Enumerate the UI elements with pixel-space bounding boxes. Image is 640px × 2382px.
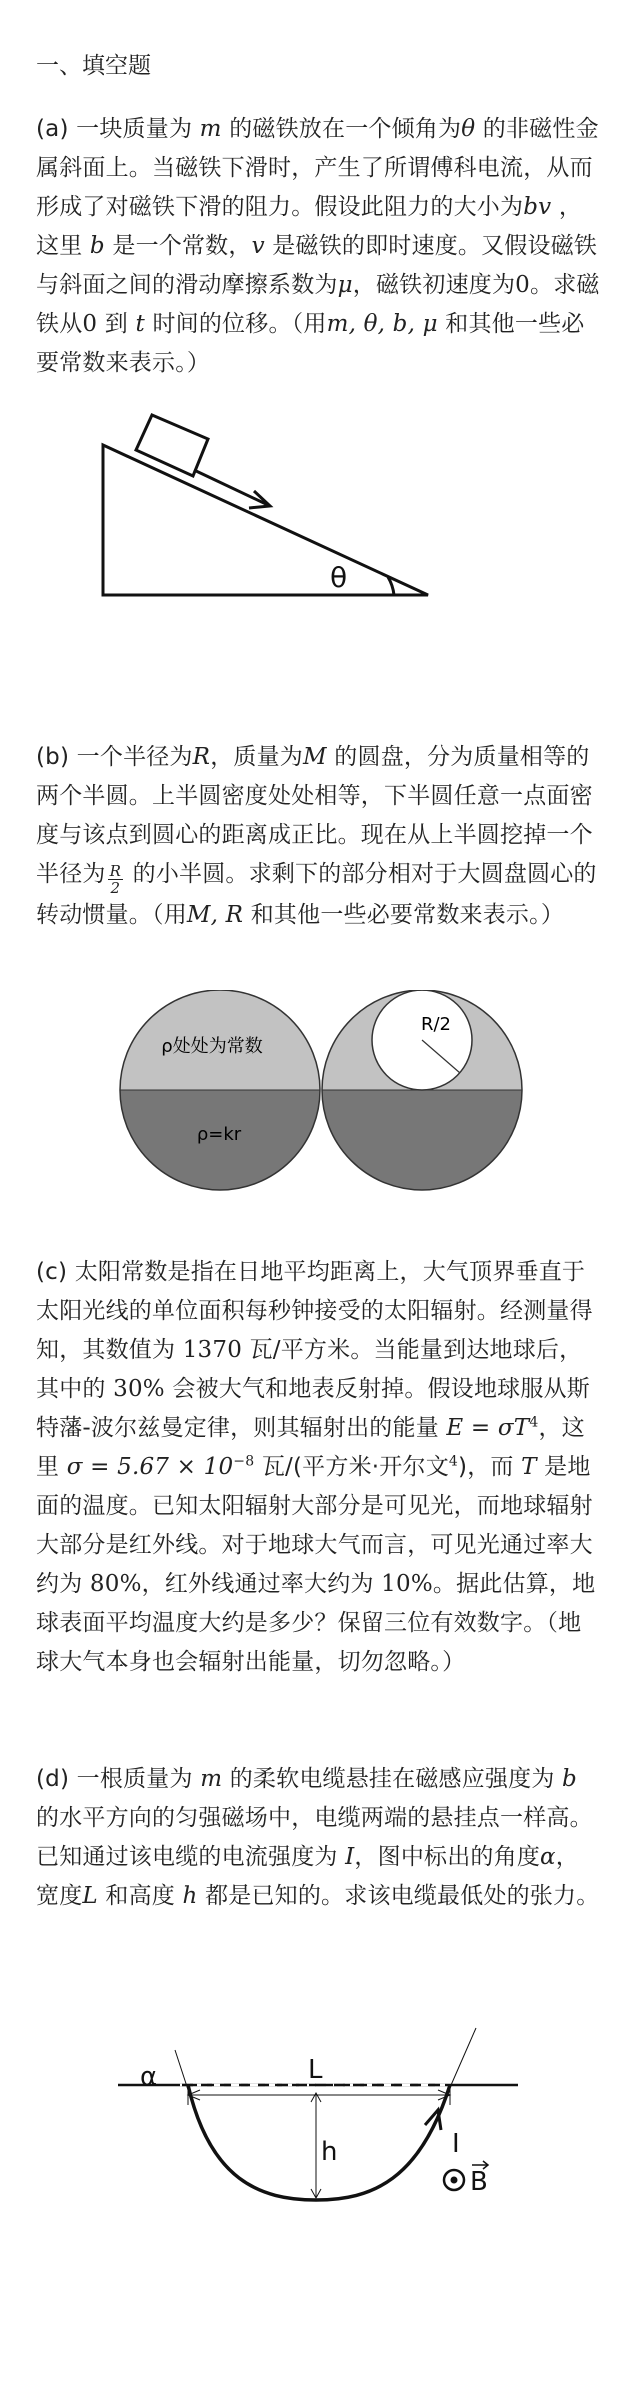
width-label: L	[308, 2055, 323, 2085]
problem-c-text: (c) 太阳常数是指在日地平均距离上，大气顶界垂直于太阳光线的单位面积每秒钟接受的太阳辐射。经测量得知，其数值为 1370 瓦/平方米。当能量到达地球后，其中的 30% 会被大气和地表反射掉。假设地球服从斯特藩-波尔兹曼定律，则其辐射出的能量 $E = \sigma T^4$，这里 $\sigma = 5.67 \times 10^{-8}$ 瓦/(平方米·开尔文$^4$)，而 T 是地面的温度。已知太阳辐射大部分是可见光，而地球辐射大部分是红外线。对于地球大气而言，可见光通过率大约为 80%，红外线通过率大约为 10%。据此估算，地球表面平均温度大约是多少？保留三位有效数字。（地球大气本身也会辐射出能量，切勿忽略。）	[36, 1259, 596, 1675]
disk-figure	[0, 990, 640, 1240]
upper-density-label: ρ处处为常数	[161, 1036, 263, 1057]
problem-d-text: (d) 一根质量为 m 的柔软电缆悬挂在磁感应强度为 b 的水平方向的匀强磁场中，电缆两端的悬挂点一样高。已知通过该电缆的电流强度为 I，图中标出的角度α，宽度L 和高度 h 都是已知的。求该电缆最低处的张力。	[36, 1766, 600, 1909]
fraction-r-over-2: $\frac{R}{2}$	[109, 862, 122, 897]
field-label: B	[470, 2167, 488, 2197]
hole-radius-label: R/2	[420, 1014, 452, 1035]
disk-left	[120, 990, 320, 1190]
angle-label: θ	[330, 561, 348, 594]
disk-right	[322, 990, 522, 1190]
alpha-label: α	[140, 2062, 158, 2092]
problem-b-text: (b) 一个半径为R，质量为M 的圆盘，分为质量相等的两个半圆。上半圆密度处处相等，下半圆任意一点面密度与该点到圆心的距离成正比。现在从上半圆挖掉一个半径为 $\frac{R}{2}$ 的小半圆。求剩下的部分相对于大圆盘圆心的转动惯量。（用M, R 和其他一些必要常数来表示。）	[36, 744, 597, 928]
lower-density-label: ρ=kr	[196, 1124, 242, 1145]
current-label: I	[452, 2129, 460, 2159]
section-title: 一、填空题	[36, 53, 151, 79]
height-label: h	[321, 2137, 338, 2167]
problem-a-text: (a) 一块质量为 m 的磁铁放在一个倾角为θ 的非磁性金属斜面上。当磁铁下滑时，产生了所谓傅科电流，从而形成了对磁铁下滑的阻力。假设此阻力的大小为bv ，这里 b 是一个常数，v 是磁铁的即时速度。又假设磁铁与斜面之间的滑动摩擦系数为μ，磁铁初速度为0。求磁铁从0 到 t 时间的位移。（用m, θ, b, μ 和其他一些必要常数来表示。）	[36, 116, 600, 376]
cable-figure	[0, 2000, 640, 2240]
incline-figure	[0, 405, 640, 615]
